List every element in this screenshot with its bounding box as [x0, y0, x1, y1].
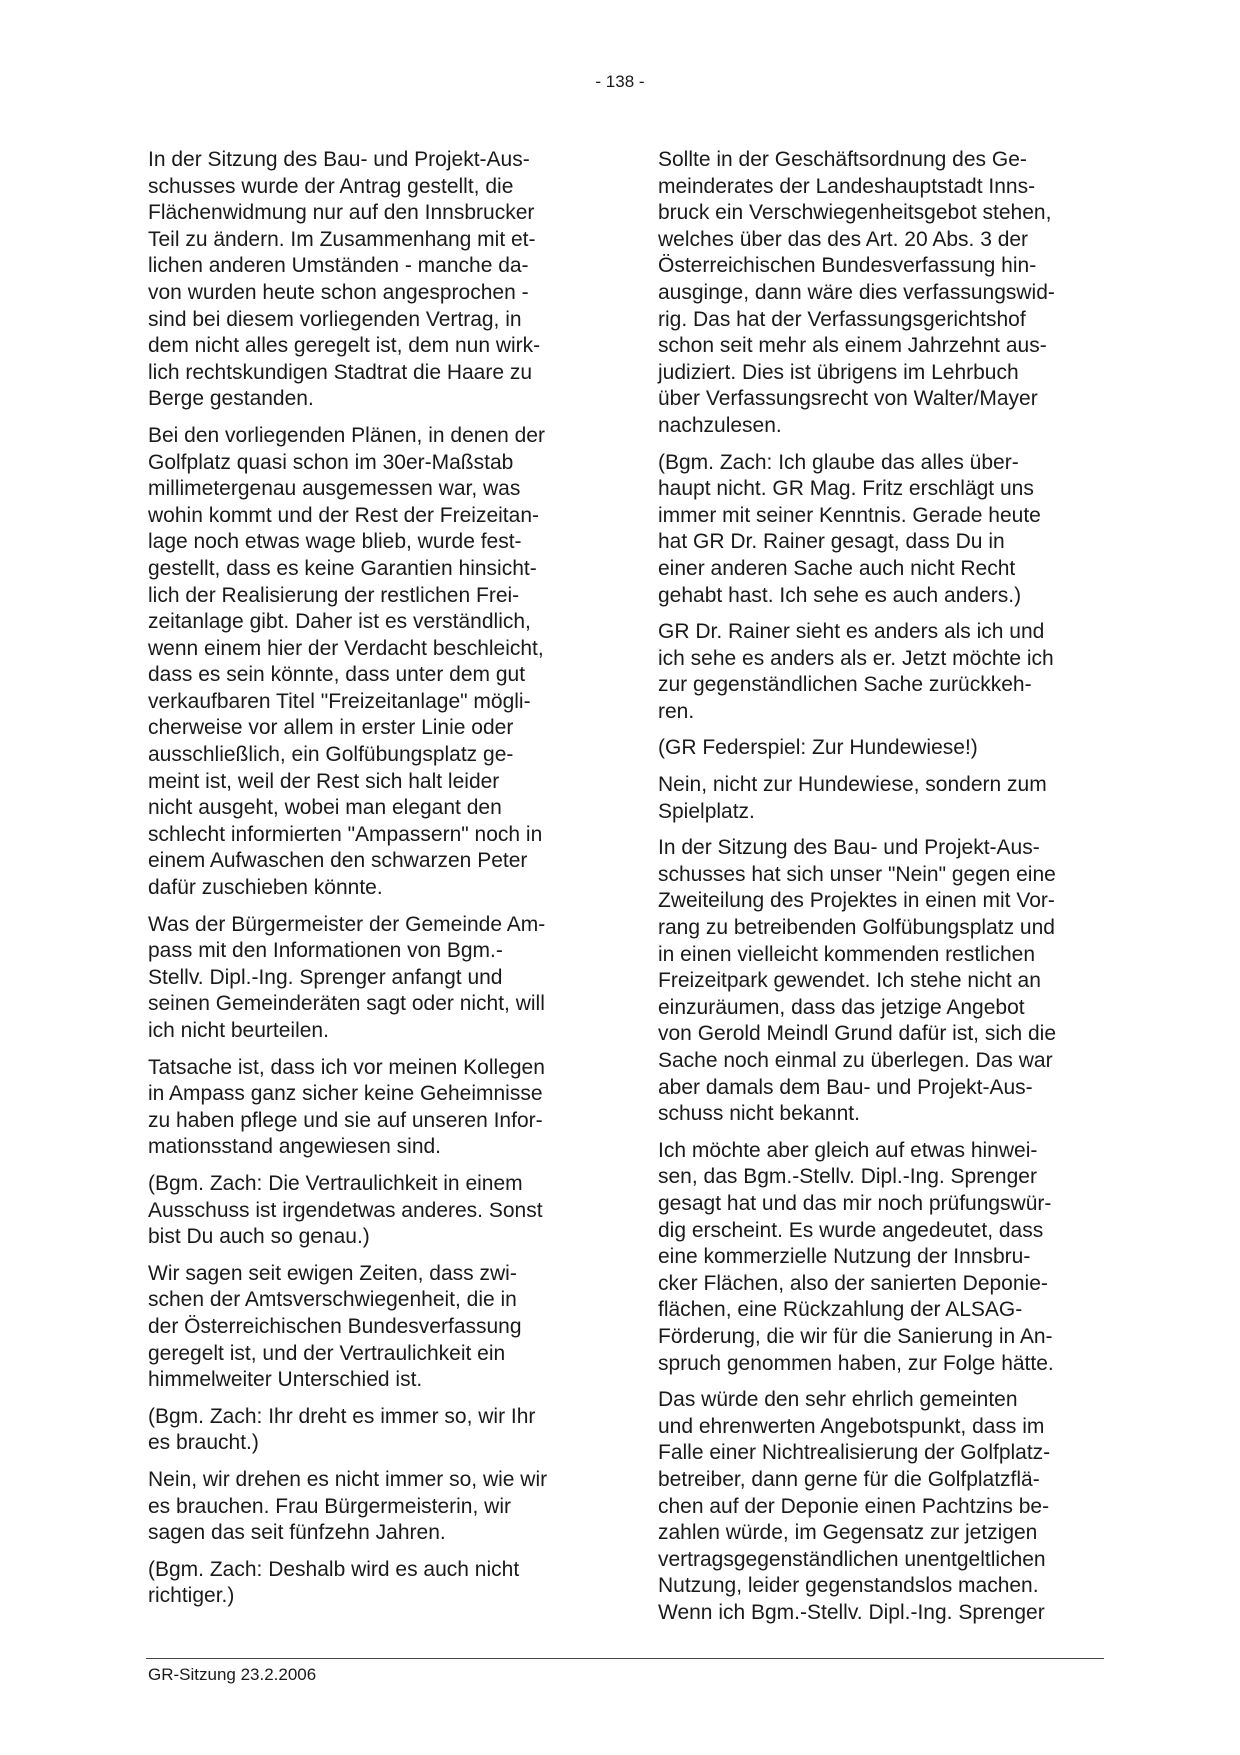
text-line: schon seit mehr als einem Jahrzehnt aus- [658, 334, 1047, 358]
paragraph [148, 1261, 598, 1394]
text-line: verkaufbaren Titel "Freizeitanlage" mögli- [148, 689, 531, 713]
text-line: himmelweiter Unterschied ist. [148, 1368, 423, 1392]
text-line: geregelt ist, und der Vertraulichkeit ein [148, 1341, 506, 1365]
text-line: flächen, eine Rückzahlung der ALSAG- [658, 1298, 1023, 1322]
right-column [658, 147, 1108, 1636]
text-line: zeitanlage gibt. Daher ist es verständlich, [148, 610, 531, 634]
text-line: lage noch etwas wage blieb, wurde fest- [148, 530, 522, 554]
paragraph [148, 1557, 598, 1610]
text-line: (Bgm. Zach: Ich glaube das alles über- [658, 450, 1019, 474]
text-line: bruck ein Verschwiegenheitsgebot stehen, [658, 201, 1052, 225]
text-line: Freizeitpark gewendet. Ich stehe nicht an [658, 969, 1041, 993]
text-line: zur gegenständlichen Sache zurückkeh- [658, 673, 1032, 697]
text-line: nicht ausgeht, wobei man elegant den [148, 796, 502, 820]
text-line: einzuräumen, dass das jetzige Angebot [658, 995, 1025, 1019]
paragraph [658, 735, 1108, 762]
text-line: (Bgm. Zach: Deshalb wird es auch nicht [148, 1557, 520, 1581]
text-line: nachzulesen. [658, 413, 782, 437]
text-line: zu haben pflege und sie auf unseren Infor- [148, 1108, 543, 1132]
text-line: ich sehe es anders als er. Jetzt möchte ich [658, 646, 1054, 670]
text-line: schlecht informierten "Ampassern" noch in [148, 822, 543, 846]
text-line: dafür zuschieben könnte. [148, 876, 383, 900]
text-line: betreiber, dann gerne für die Golfplatzflä- [658, 1467, 1040, 1491]
text-line: schusses wurde der Antrag gestellt, die [148, 174, 514, 198]
paragraph [658, 835, 1108, 1128]
text-line: rang zu betreibenden Golfübungsplatz und [658, 916, 1055, 940]
text-line: in einen vielleicht kommenden restlichen [658, 942, 1036, 966]
text-line: (Bgm. Zach: Die Vertraulichkeit in einem [148, 1171, 523, 1195]
text-line: Österreichischen Bundesverfassung hin- [658, 254, 1037, 278]
text-line: immer mit seiner Kenntnis. Gerade heute [658, 503, 1041, 527]
text-line: Teil zu ändern. Im Zusammenhang mit et- [148, 227, 536, 251]
text-line: dig erscheint. Es wurde angedeutet, dass [658, 1218, 1044, 1242]
text-line: (Bgm. Zach: Ihr dreht es immer so, wir Ihr [148, 1404, 536, 1428]
text-line: lich rechtskundigen Stadtrat die Haare zu [148, 360, 533, 384]
text-line: über Verfassungsrecht von Walter/Mayer [658, 387, 1038, 411]
text-line: mationsstand angewiesen sind. [148, 1135, 442, 1159]
paragraph [148, 1404, 598, 1457]
text-line: aber damals dem Bau- und Projekt-Aus- [658, 1075, 1033, 1099]
text-line: Was der Bürgermeister der Gemeinde Am- [148, 912, 546, 936]
text-line: Sollte in der Geschäftsordnung des Ge- [658, 148, 1027, 171]
text-line: Golfplatz quasi schon im 30er-Maßstab [148, 450, 514, 474]
paragraph [658, 1387, 1108, 1626]
text-line: vertragsgegenständlichen unentgeltlichen [658, 1547, 1046, 1571]
text-line: sagen das seit fünfzehn Jahren. [148, 1521, 446, 1545]
paragraph [148, 1055, 598, 1161]
text-line: pass mit den Informationen von Bgm.- [148, 939, 503, 963]
footer-session-date: GR-Sitzung 23.2.2006 [148, 1665, 317, 1684]
text-line: Förderung, die wir für die Sanierung in An- [658, 1324, 1053, 1348]
text-line: in Ampass ganz sicher keine Geheimnisse [148, 1082, 543, 1106]
text-line: schen der Amtsverschwiegenheit, die in [148, 1288, 517, 1312]
text-line: seinen Gemeinderäten sagt oder nicht, will [148, 992, 545, 1016]
text-line: schusses hat sich unser "Nein" gegen eine [658, 862, 1056, 886]
text-line: meinderates der Landeshauptstadt Inns- [658, 174, 1036, 198]
text-line: bist Du auch so genau.) [148, 1225, 370, 1249]
text-line: Nutzung, leider gegenstandslos machen. [658, 1574, 1039, 1598]
paragraph [148, 912, 598, 1045]
text-line: gehabt hast. Ich sehe es auch anders.) [658, 583, 1022, 607]
left-column [148, 147, 598, 1620]
paragraph [658, 619, 1108, 725]
text-line: ren. [658, 699, 695, 723]
text-line: Spielplatz. [658, 799, 755, 823]
text-line: ausginge, dann wäre dies verfassungswid- [658, 280, 1055, 304]
text-line: von Gerold Meindl Grund dafür ist, sich die [658, 1022, 1057, 1046]
text-line: und ehrenwerten Angebotspunkt, dass im [658, 1414, 1045, 1438]
text-line: Ich möchte aber gleich auf etwas hinwei- [658, 1138, 1038, 1162]
text-line: gestellt, dass es keine Garantien hinsicht- [148, 556, 537, 580]
text-line: spruch genommen haben, zur Folge hätte. [658, 1351, 1054, 1375]
text-line: ausschließlich, ein Golfübungsplatz ge- [148, 743, 514, 767]
text-line: Flächenwidmung nur auf den Innsbrucker [148, 201, 535, 225]
text-line: Ausschuss ist irgendetwas anderes. Sonst [148, 1198, 543, 1222]
text-line: Wir sagen seit ewigen Zeiten, dass zwi- [148, 1261, 517, 1285]
text-line: wohin kommt und der Rest der Freizeitan- [148, 503, 539, 527]
text-line: dem nicht alles geregelt ist, dem nun wirk- [148, 334, 541, 358]
text-line: schuss nicht bekannt. [658, 1102, 860, 1126]
text-line: Falle einer Nichtrealisierung der Golfplatz- [658, 1441, 1051, 1465]
text-line: hat GR Dr. Rainer gesagt, dass Du in [658, 530, 1005, 554]
text-line: von wurden heute schon angesprochen - [148, 280, 529, 304]
text-line: rig. Das hat der Verfassungsgerichtshof [658, 307, 1026, 331]
text-line: cker Flächen, also der sanierten Deponie- [658, 1271, 1048, 1295]
text-line: wenn einem hier der Verdacht beschleicht, [148, 636, 544, 660]
text-line: cherweise vor allem in erster Linie oder [148, 716, 514, 740]
text-line: judiziert. Dies ist übrigens im Lehrbuch [658, 360, 1019, 384]
text-line: ich nicht beurteilen. [148, 1019, 329, 1042]
text-line: gesagt hat und das mir noch prüfungswür- [658, 1191, 1052, 1215]
page-number: - 138 - [595, 72, 645, 91]
text-line: Nein, wir drehen es nicht immer so, wie wir [148, 1467, 548, 1491]
text-line: zahlen würde, im Gegensatz zur jetzigen [658, 1521, 1038, 1545]
text-line: Das würde den sehr ehrlich gemeinten [658, 1388, 1018, 1412]
text-line: chen auf der Deponie einen Pachtzins be- [658, 1494, 1050, 1518]
text-line: In der Sitzung des Bau- und Projekt-Aus- [658, 836, 1040, 860]
text-line: Bei den vorliegenden Plänen, in denen der [148, 423, 545, 447]
paragraph [658, 772, 1108, 825]
text-line: Berge gestanden. [148, 387, 314, 411]
text-line: es braucht.) [148, 1431, 259, 1455]
text-line: Sache noch einmal zu überlegen. Das war [658, 1049, 1053, 1072]
text-line: eine kommerzielle Nutzung der Innsbru- [658, 1245, 1031, 1269]
text-line: lichen anderen Umständen - manche da- [148, 254, 529, 278]
text-line: Stellv. Dipl.-Ing. Sprenger anfangt und [148, 965, 503, 989]
text-line: dass es sein könnte, dass unter dem gut [148, 663, 526, 687]
text-line: (GR Federspiel: Zur Hundewiese!) [658, 736, 978, 760]
text-line: meint ist, weil der Rest sich halt leider [148, 769, 500, 793]
paragraph [148, 147, 598, 413]
text-line: millimetergenau ausgemessen war, was [148, 477, 521, 501]
text-line: einer anderen Sache auch nicht Recht [658, 556, 1016, 580]
paragraph [658, 450, 1108, 610]
paragraph [148, 1467, 598, 1547]
paragraph [148, 1171, 598, 1251]
paragraph [148, 423, 598, 902]
text-line: haupt nicht. GR Mag. Fritz erschlägt uns [658, 477, 1034, 501]
text-line: es brauchen. Frau Bürgermeisterin, wir [148, 1494, 511, 1518]
paragraph [658, 1138, 1108, 1377]
text-line: welches über das des Art. 20 Abs. 3 der [658, 227, 1029, 251]
text-line: sind bei diesem vorliegenden Vertrag, in [148, 307, 522, 331]
text-line: Nein, nicht zur Hundewiese, sondern zum [658, 773, 1047, 797]
text-line: sen, das Bgm.-Stellv. Dipl.-Ing. Sprenger [658, 1165, 1037, 1189]
text-line: Wenn ich Bgm.-Stellv. Dipl.-Ing. Sprenger [658, 1600, 1045, 1624]
footer-divider [146, 1658, 1104, 1659]
paragraph [658, 147, 1108, 440]
text-line: Zweiteilung des Projektes in einen mit Vor- [658, 889, 1055, 913]
text-line: einem Aufwaschen den schwarzen Peter [148, 849, 528, 873]
text-line: lich der Realisierung der restlichen Frei- [148, 583, 520, 607]
text-line: GR Dr. Rainer sieht es anders als ich und [658, 620, 1045, 644]
text-line: der Österreichischen Bundesverfassung [148, 1314, 522, 1338]
text-line: richtiger.) [148, 1584, 235, 1608]
text-line: In der Sitzung des Bau- und Projekt-Aus- [148, 148, 530, 171]
text-line: Tatsache ist, dass ich vor meinen Kollegen [148, 1055, 545, 1079]
